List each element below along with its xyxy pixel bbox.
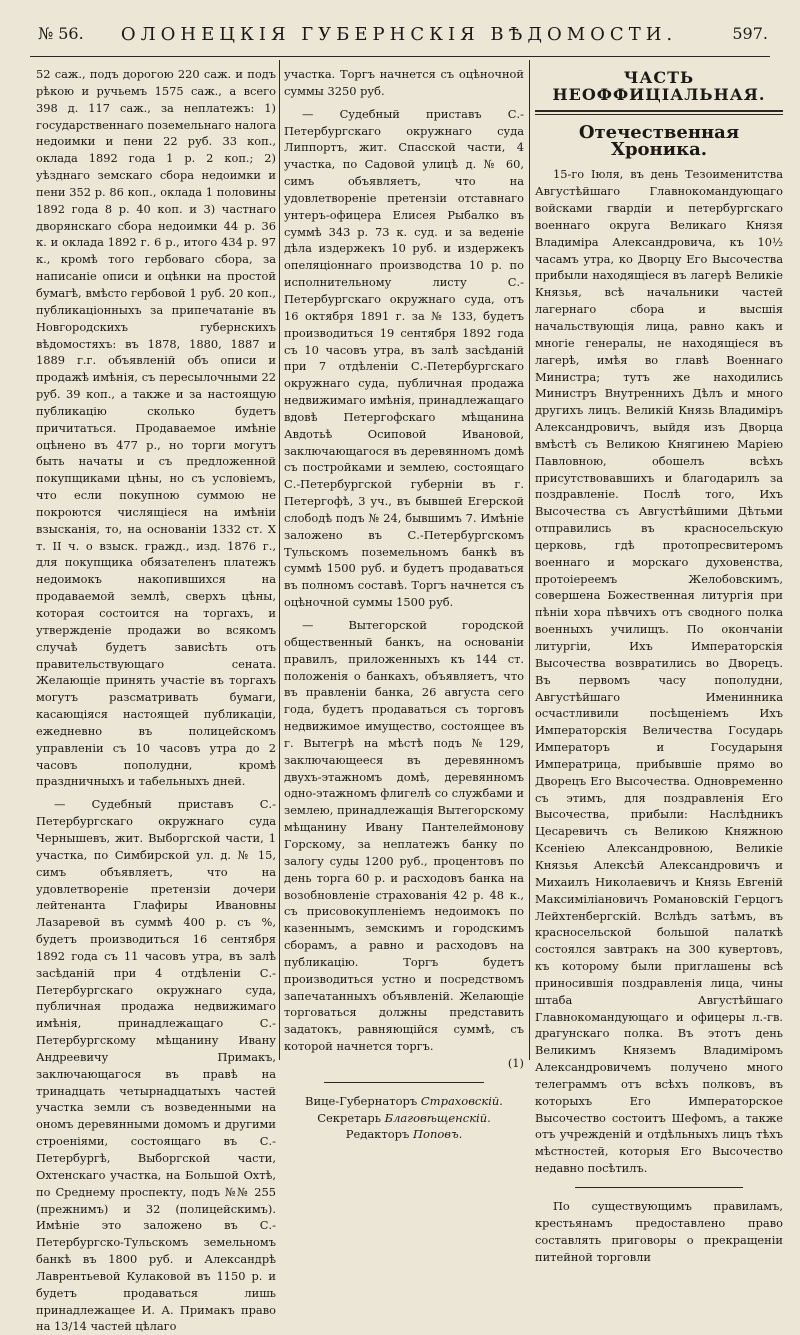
- paragraph: 52 саж., подъ дорогою 220 саж. и подъ рѣкою и ручьемъ 1575 саж., а всего 398 д. 117 саж., за неплатежъ: 1) государственнаго поземельнаго налога недоимки и пени 22 руб. 33 коп., оклада 1892 года 1 р. 2 коп.; 2) уѣзднаго земскаго сбора недоимки и пени 352 р. 86 коп., оклада 1 половины 1892 года 8 р. 40 коп. и 3) частнаго дворянскаго сбора недоимки 44 р. 36 к. и оклада 1892 г. 6 р., итого 434 р. 97 к., кромѣ того гербоваго сбора, за написаніе описи и оцѣнки на простой бумагѣ, вмѣсто гербовой 1 руб. 20 коп., публикаціонныхъ за припечатаніе въ Новгородскихъ губернскихъ вѣдомостяхъ: въ 1878, 1880, 1887 и 1889 г.г. объявленій объ описи и продажѣ имѣнія, съ пересылочными 22 руб. 39 коп., а также и за настоящую публикацію сколько будетъ причитаться. Продаваемое имѣніе оцѣнено въ 477 р., но торги могутъ быть начаты и съ предложенной покупщиками цѣны, но съ условіемъ, что если покупною суммою не покроются числящіеся на имѣніи взысканія, то, на основаніи 1332 ст. X т. II ч. о взыск. гражд., изд. 1876 г., для покупщика обязателенъ платежъ недоимокъ накопившихся на продаваемой землѣ, сверхъ цѣны, которая состоится на торгахъ, и утвержденіе продажи во всякомъ случаѣ будетъ зависѣть отъ правительствующаго сената. Желающіе принять участіе въ торгахъ могутъ разсматривать бумаги, касающіяся настоящей публикаціи, ежедневно въ полицейскомъ управленіи съ 10 часовъ утра до 2 часовъ пополудни, кромѣ праздничныхъ и табельныхъ дней.: [36, 67, 276, 789]
- section-rule: [535, 110, 783, 112]
- paragraph: 15-го Іюля, въ день Тезоименитства Августѣйшаго Главнокомандующаго войсками гвардіи и петербургскаго военнаго округа Великаго Князя Владиміра Александровича, къ 10½ часамъ утра, ко Дворцу Его Высочества прибыли находящіеся въ лагерѣ Великіе Князья, всѣ начальники частей лагернаго сбора и высшія начальствующія лица, равно какъ и многіе генералы, не находящіеся въ лагерѣ, имѣя во главѣ Военнаго Министра; тутъ же находились Министръ Внутреннихъ Дѣлъ и много другихъ лицъ. Великій Князь Владиміръ Александровичъ, выйдя изъ Дворца вмѣстѣ съ Великою Княгинею Маріею Павловною, обошелъ всѣхъ присутствовавшихъ и благодарилъ за поздравленіе. Послѣ того, Ихъ Высочества съ Августѣйшими Дѣтьми отправились въ красносельскую церковь, гдѣ протопресвитеромъ военнаго и морскаго духовенства, протоіереемъ Желобовскимъ, совершена Божественная литургія при пѣніи хора пѣвчихъ отъ сводного полка военныхъ училищъ. По окончаніи литургіи, Ихъ Императорскія Высочества возвратились во Дворецъ. Въ первомъ часу пополудни, Августѣйшаго Именинника осчастливили посѣщеніемъ Ихъ Императорскія Величества Государь Императоръ и Государыня Императрица, прибывшіе прямо во Дворецъ Его Высочества. Одновременно съ этимъ, для поздравленія Его Высочества, прибыли: Наслѣдникъ Цесаревичъ съ Великою Княжною Ксеніею Александровною, Великіе Князья Алексѣй Александровичъ и Михаилъ Николаевичъ и Князь Евгеній Максиміліановичъ Романовскій Герцогъ Лейхтенбергскій. Вслѣдъ затѣмъ, въ красносельской большой палаткѣ состоялся завтракъ на 300 кувертовъ, къ которому были приглашены всѣ приносившія поздравленія лица, чины штаба Августѣйшаго Главнокомандующаго и офицеры л.-гв. драгунскаго полка. Въ этотъ день Великимъ Княземъ Владиміромъ Александровичемъ получено много телеграммъ отъ всѣхъ полковъ, въ которыхъ Его Императорское Высочество состоитъ Шефомъ, а также отъ учрежденій и отдѣльныхъ лицъ тѣхъ мѣстностей, которыя Его Высочество недавно посѣтилъ.: [535, 167, 783, 1176]
- issue-number: № 56.: [38, 24, 84, 43]
- column-divider-2: [529, 60, 530, 1060]
- signature-label: Вице-Губернаторъ: [305, 1093, 418, 1108]
- newspaper-title: ОЛОНЕЦКІЯ ГУБЕРНСКІЯ ВѢДОМОСТИ.: [120, 24, 678, 45]
- page-header: [30, 16, 768, 52]
- column-2: [284, 66, 524, 1143]
- signature-label: Секретарь: [317, 1110, 381, 1125]
- paragraph: — Судебный приставъ С.-Петербургскаго окружнаго суда Чернышевъ, жит. Выборгской части, 1 участка, по Симбирской ул. д. № 15, симъ объявляетъ, что на удовлетвореніе претензіи дочери лейтенанта Глафиры Ивановны Лазаревой въ суммѣ 400 р. съ %, будетъ производиться 16 сентября 1892 года съ 11 часовъ утра, въ залѣ засѣданій при 4 отдѣленіи С.-Петербургскаго окружнаго суда, публичная продажа недвижимаго имѣнія, принадлежащаго С.-Петербургскому мѣщанину Ивану Андреевичу Примакъ, заключающагося въ правѣ на тринадцать четырнадцатыхъ частей участка земли съ возведенными на ономъ деревянными домомъ и другими строеніями, состоящаго въ С.-Петербургѣ, Выборгской части, Охтенскаго участка, на Большой Охтѣ, по Среднему проспекту, подъ №№ 255 (прежнимъ) и 32 (полицейскимъ). Имѣніе это заложено въ С.-Петербургско-Тульскомъ земельномъ банкѣ въ 1800 руб. и Александрѣ Лаврентьевой Кулаковой въ 1150 р. и будетъ продаваться лишь принадлежащее И. А. Примакъ право на 13/14 частей цѣлаго: [36, 797, 276, 1334]
- header-rule: [30, 56, 770, 57]
- paragraph: По существующимъ правиламъ, крестьянамъ предоставлено право составлять приговоры о прекращеніи питейной торговли: [535, 1199, 783, 1264]
- article-divider: [575, 1187, 743, 1188]
- page-number: 597.: [732, 24, 768, 43]
- section-title: ЧАСТЬ НЕОФФИЦІАЛЬНАЯ.: [552, 68, 766, 104]
- column-1: [36, 66, 276, 1335]
- column-divider-1: [279, 60, 280, 1060]
- vice-governor-signature: [284, 1093, 524, 1110]
- column-3: [535, 66, 783, 1265]
- signature-name: Страховскій.: [420, 1093, 503, 1108]
- secretary-signature: [284, 1110, 524, 1127]
- signature-name: Поповъ.: [413, 1127, 463, 1142]
- paragraph: участка. Торгъ начнется съ оцѣночной суммы 3250 руб.: [284, 67, 524, 98]
- editor-signature: [284, 1126, 524, 1143]
- article-heading: Отечественная Хроника.: [578, 121, 740, 160]
- signature-label: Редакторъ: [345, 1127, 410, 1142]
- signature-name: Благовѣщенскій.: [384, 1110, 491, 1125]
- paragraph: — Судебный приставъ С.-Петербургскаго окружнаго суда Липпортъ, жит. Спасской части, 4 участка, по Садовой улицѣ д. № 60, симъ объявляетъ, что на удовлетвореніе претензіи отставнаго унтеръ-офицера Елисея Рыбалко въ суммѣ 343 р. 73 к. суд. и за веденіе дѣла издержекъ 10 руб. и издержекъ опеляціоннаго производства 10 р. по исполнительному листу С.-Петербургскаго окружнаго суда, отъ 16 октября 1891 г. за № 133, будетъ производиться 19 сентября 1892 года съ 10 часовъ утра, въ залѣ засѣданій при 7 отдѣленіи С.-Петербургскаго окружнаго суда, публичная продажа недвижимаго имѣнія, принадлежащаго вдовѣ Петергофскаго мѣщанина Авдотьѣ Осиповой Ивановой, заключающагося въ деревянномъ домѣ съ постройками и землею, состоящаго С.-Петербургской губерніи въ г. Петергофѣ, 3 уч., въ бывшей Егерской слободѣ подъ № 24, бывшимъ 7. Имѣніе заложено въ С.-Петербургскомъ Тульскомъ поземельномъ банкѣ въ суммѣ 1500 руб. и будетъ продаваться въ полномъ составѣ. Торгъ начнется съ оцѣночной суммы 1500 руб.: [284, 106, 524, 610]
- announcement-reference: (1): [507, 1055, 524, 1070]
- paragraph: — Вытегорской городской общественный банкъ, на основаніи правилъ, приложенныхъ къ 144 ст. положенія о банкахъ, объявляетъ, что въ правленіи банка, 26 августа сего года, будетъ продаваться съ торговъ недвижимое имущество, состоящее въ г. Вытегрѣ на мѣстѣ подъ № 129, заключающееся въ деревянномъ двухъ-этажномъ домѣ, деревянномъ одно-этажномъ флигелѣ со службами и землею, принадлежащія Вытегорскому мѣщанину Ивану Пантелеймонову Горскому, за неплатежъ банку по залогу суды 1200 руб., процентовъ по день торга 60 р. и расходовъ банка на возобновленіе страхованія 42 р. 48 к., съ присовокупленіемъ недоимокъ по казеннымъ, земскимъ и городскимъ сборамъ, а равно и расходовъ на публикацію. Торгъ будетъ производиться устно и посредствомъ запечатанныхъ объявленій. Желающіе торговаться должны представить задатокъ, равняющійся суммѣ, съ которой начнется торгъ.: [284, 618, 524, 1054]
- section-rule: [535, 114, 783, 115]
